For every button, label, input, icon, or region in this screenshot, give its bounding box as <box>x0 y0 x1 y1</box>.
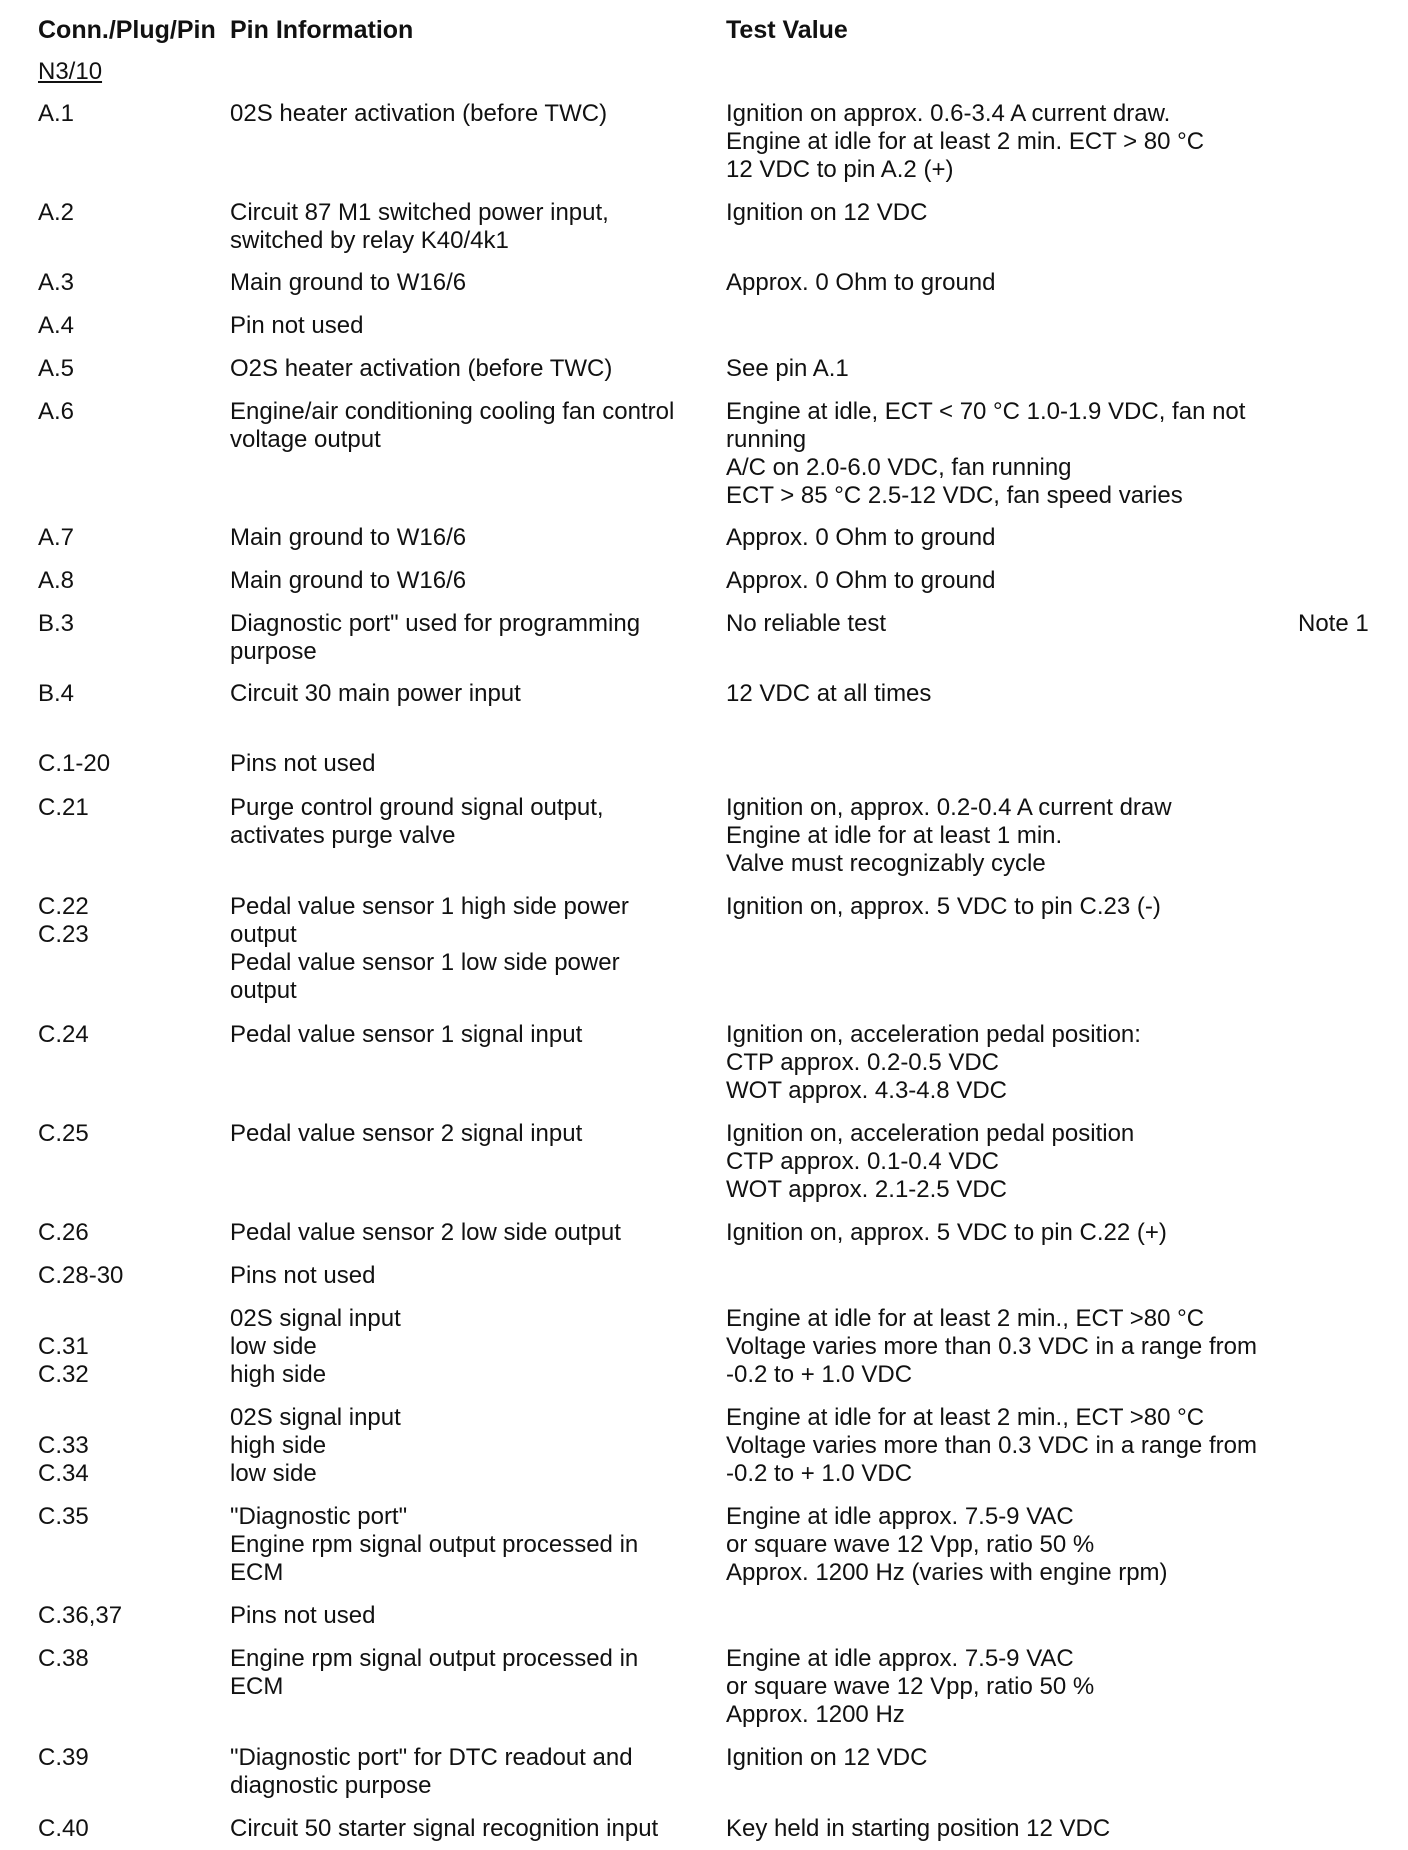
row-20-test-value-cell: Engine at idle approx. 7.5-9 VAC or square wave 12 Vpp, ratio 50 % Approx. 1200 Hz (varies with engine rpm) <box>726 1503 1168 1586</box>
row-14-info-cell: Pedal value sensor 1 signal input <box>230 1021 583 1048</box>
row-5-pin-cell: A.5 <box>38 355 75 382</box>
row-15-pin-cell: C.25 <box>38 1120 89 1147</box>
row-7-pin-cell: A.7 <box>38 524 75 551</box>
row-7-info-cell: Main ground to W16/6 <box>230 524 467 551</box>
row-14-test-value-cell: Ignition on, acceleration pedal position: CTP approx. 0.2-0.5 VDC WOT approx. 4.3-4.8 VDC <box>726 1021 1141 1104</box>
row-13-info-cell: Pedal value sensor 1 high side power output Pedal value sensor 1 low side power output <box>230 893 629 1004</box>
row-4-info-cell: Pin not used <box>230 312 364 339</box>
row-15-test-value-cell: Ignition on, acceleration pedal position CTP approx. 0.1-0.4 VDC WOT approx. 2.1-2.5 VDC <box>726 1120 1135 1203</box>
row-6-pin-cell: A.6 <box>38 398 75 425</box>
row-12-pin-cell: C.21 <box>38 794 89 821</box>
row-8-info-cell: Main ground to W16/6 <box>230 567 467 594</box>
row-6-test-value-cell: Engine at idle, ECT < 70 °C 1.0-1.9 VDC, fan not running A/C on 2.0-6.0 VDC, fan running ECT > 85 °C 2.5-12 VDC, fan speed varies <box>726 398 1246 509</box>
row-23-test-value-cell: Ignition on 12 VDC <box>726 1744 928 1771</box>
row-6-info-cell: Engine/air conditioning cooling fan control voltage output <box>230 398 675 453</box>
row-12-info-cell: Purge control ground signal output, activates purge valve <box>230 794 604 849</box>
row-10-test-value-cell: 12 VDC at all times <box>726 680 932 707</box>
row-13-test-value-cell: Ignition on, approx. 5 VDC to pin C.23 (-) <box>726 893 1161 920</box>
row-17-info-cell: Pins not used <box>230 1262 376 1289</box>
row-3-test-value-cell: Approx. 0 Ohm to ground <box>726 269 996 296</box>
row-22-pin-cell: C.38 <box>38 1645 89 1672</box>
row-4-pin-cell: A.4 <box>38 312 75 339</box>
row-16-info-cell: Pedal value sensor 2 low side output <box>230 1219 621 1246</box>
row-16-pin-cell: C.26 <box>38 1219 89 1246</box>
row-9-test-value-cell: No reliable test <box>726 610 887 637</box>
row-18-info-cell: 02S signal input low side high side <box>230 1305 401 1388</box>
row-2-pin-cell: A.2 <box>38 199 75 226</box>
row-23-pin-cell: C.39 <box>38 1744 89 1771</box>
row-3-info-cell: Main ground to W16/6 <box>230 269 467 296</box>
row-18-pin-cell: C.31 C.32 <box>38 1333 89 1388</box>
row-24-info-cell: Circuit 50 starter signal recognition input <box>230 1815 659 1842</box>
row-9-pin-cell: B.3 <box>38 610 75 637</box>
row-24-pin-cell: C.40 <box>38 1815 89 1842</box>
row-21-info-cell: Pins not used <box>230 1602 376 1629</box>
row-20-info-cell: "Diagnostic port" Engine rpm signal output processed in ECM <box>230 1503 639 1586</box>
row-5-info-cell: O2S heater activation (before TWC) <box>230 355 613 382</box>
row-22-test-value-cell: Engine at idle approx. 7.5-9 VAC or square wave 12 Vpp, ratio 50 % Approx. 1200 Hz <box>726 1645 1095 1728</box>
row-20-pin-cell: C.35 <box>38 1503 89 1530</box>
row-9-note-cell: Note 1 <box>1298 610 1369 637</box>
row-8-test-value-cell: Approx. 0 Ohm to ground <box>726 567 996 594</box>
row-2-info-cell: Circuit 87 M1 switched power input, switched by relay K40/4k1 <box>230 199 609 254</box>
row-1-info-cell: 02S heater activation (before TWC) <box>230 100 608 127</box>
row-16-test-value-cell: Ignition on, approx. 5 VDC to pin C.22 (+) <box>726 1219 1167 1246</box>
row-1-pin-cell: A.1 <box>38 100 75 127</box>
row-21-pin-cell: C.36,37 <box>38 1602 123 1629</box>
row-14-pin-cell: C.24 <box>38 1021 89 1048</box>
header-pin-information: Pin Information <box>230 16 414 44</box>
row-5-test-value-cell: See pin A.1 <box>726 355 849 382</box>
row-18-test-value-cell: Engine at idle for at least 2 min., ECT >80 °C Voltage varies more than 0.3 VDC in a range from -0.2 to + 1.0 VDC <box>726 1305 1257 1388</box>
row-10-pin-cell: B.4 <box>38 680 75 707</box>
row-11-pin-cell: C.1-20 <box>38 750 111 777</box>
row-19-test-value-cell: Engine at idle for at least 2 min., ECT >80 °C Voltage varies more than 0.3 VDC in a range from -0.2 to + 1.0 VDC <box>726 1404 1257 1487</box>
row-8-pin-cell: A.8 <box>38 567 75 594</box>
row-23-info-cell: "Diagnostic port" for DTC readout and diagnostic purpose <box>230 1744 633 1799</box>
row-7-test-value-cell: Approx. 0 Ohm to ground <box>726 524 996 551</box>
row-3-pin-cell: A.3 <box>38 269 75 296</box>
row-19-pin-cell: C.33 C.34 <box>38 1432 89 1487</box>
row-11-info-cell: Pins not used <box>230 750 376 777</box>
row-1-test-value-cell: Ignition on approx. 0.6-3.4 A current draw. Engine at idle for at least 2 min. ECT > 80 °C 12 VDC to pin A.2 (+) <box>726 100 1205 183</box>
row-24-test-value-cell: Key held in starting position 12 VDC <box>726 1815 1111 1842</box>
row-10-info-cell: Circuit 30 main power input <box>230 680 521 707</box>
row-19-info-cell: 02S signal input high side low side <box>230 1404 401 1487</box>
row-9-info-cell: Diagnostic port" used for programming purpose <box>230 610 641 665</box>
row-17-pin-cell: C.28-30 <box>38 1262 124 1289</box>
row-13-pin-cell: C.22 C.23 <box>38 893 89 948</box>
row-22-info-cell: Engine rpm signal output processed in ECM <box>230 1645 639 1700</box>
row-15-info-cell: Pedal value sensor 2 signal input <box>230 1120 583 1147</box>
header-test-value: Test Value <box>726 16 848 44</box>
plug-label: N3/10 <box>38 58 103 85</box>
header-conn-plug-pin: Conn./Plug/Pin <box>38 16 216 44</box>
row-12-test-value-cell: Ignition on, approx. 0.2-0.4 A current draw Engine at idle for at least 1 min. Valve must recognizably cycle <box>726 794 1172 877</box>
row-2-test-value-cell: Ignition on 12 VDC <box>726 199 928 226</box>
